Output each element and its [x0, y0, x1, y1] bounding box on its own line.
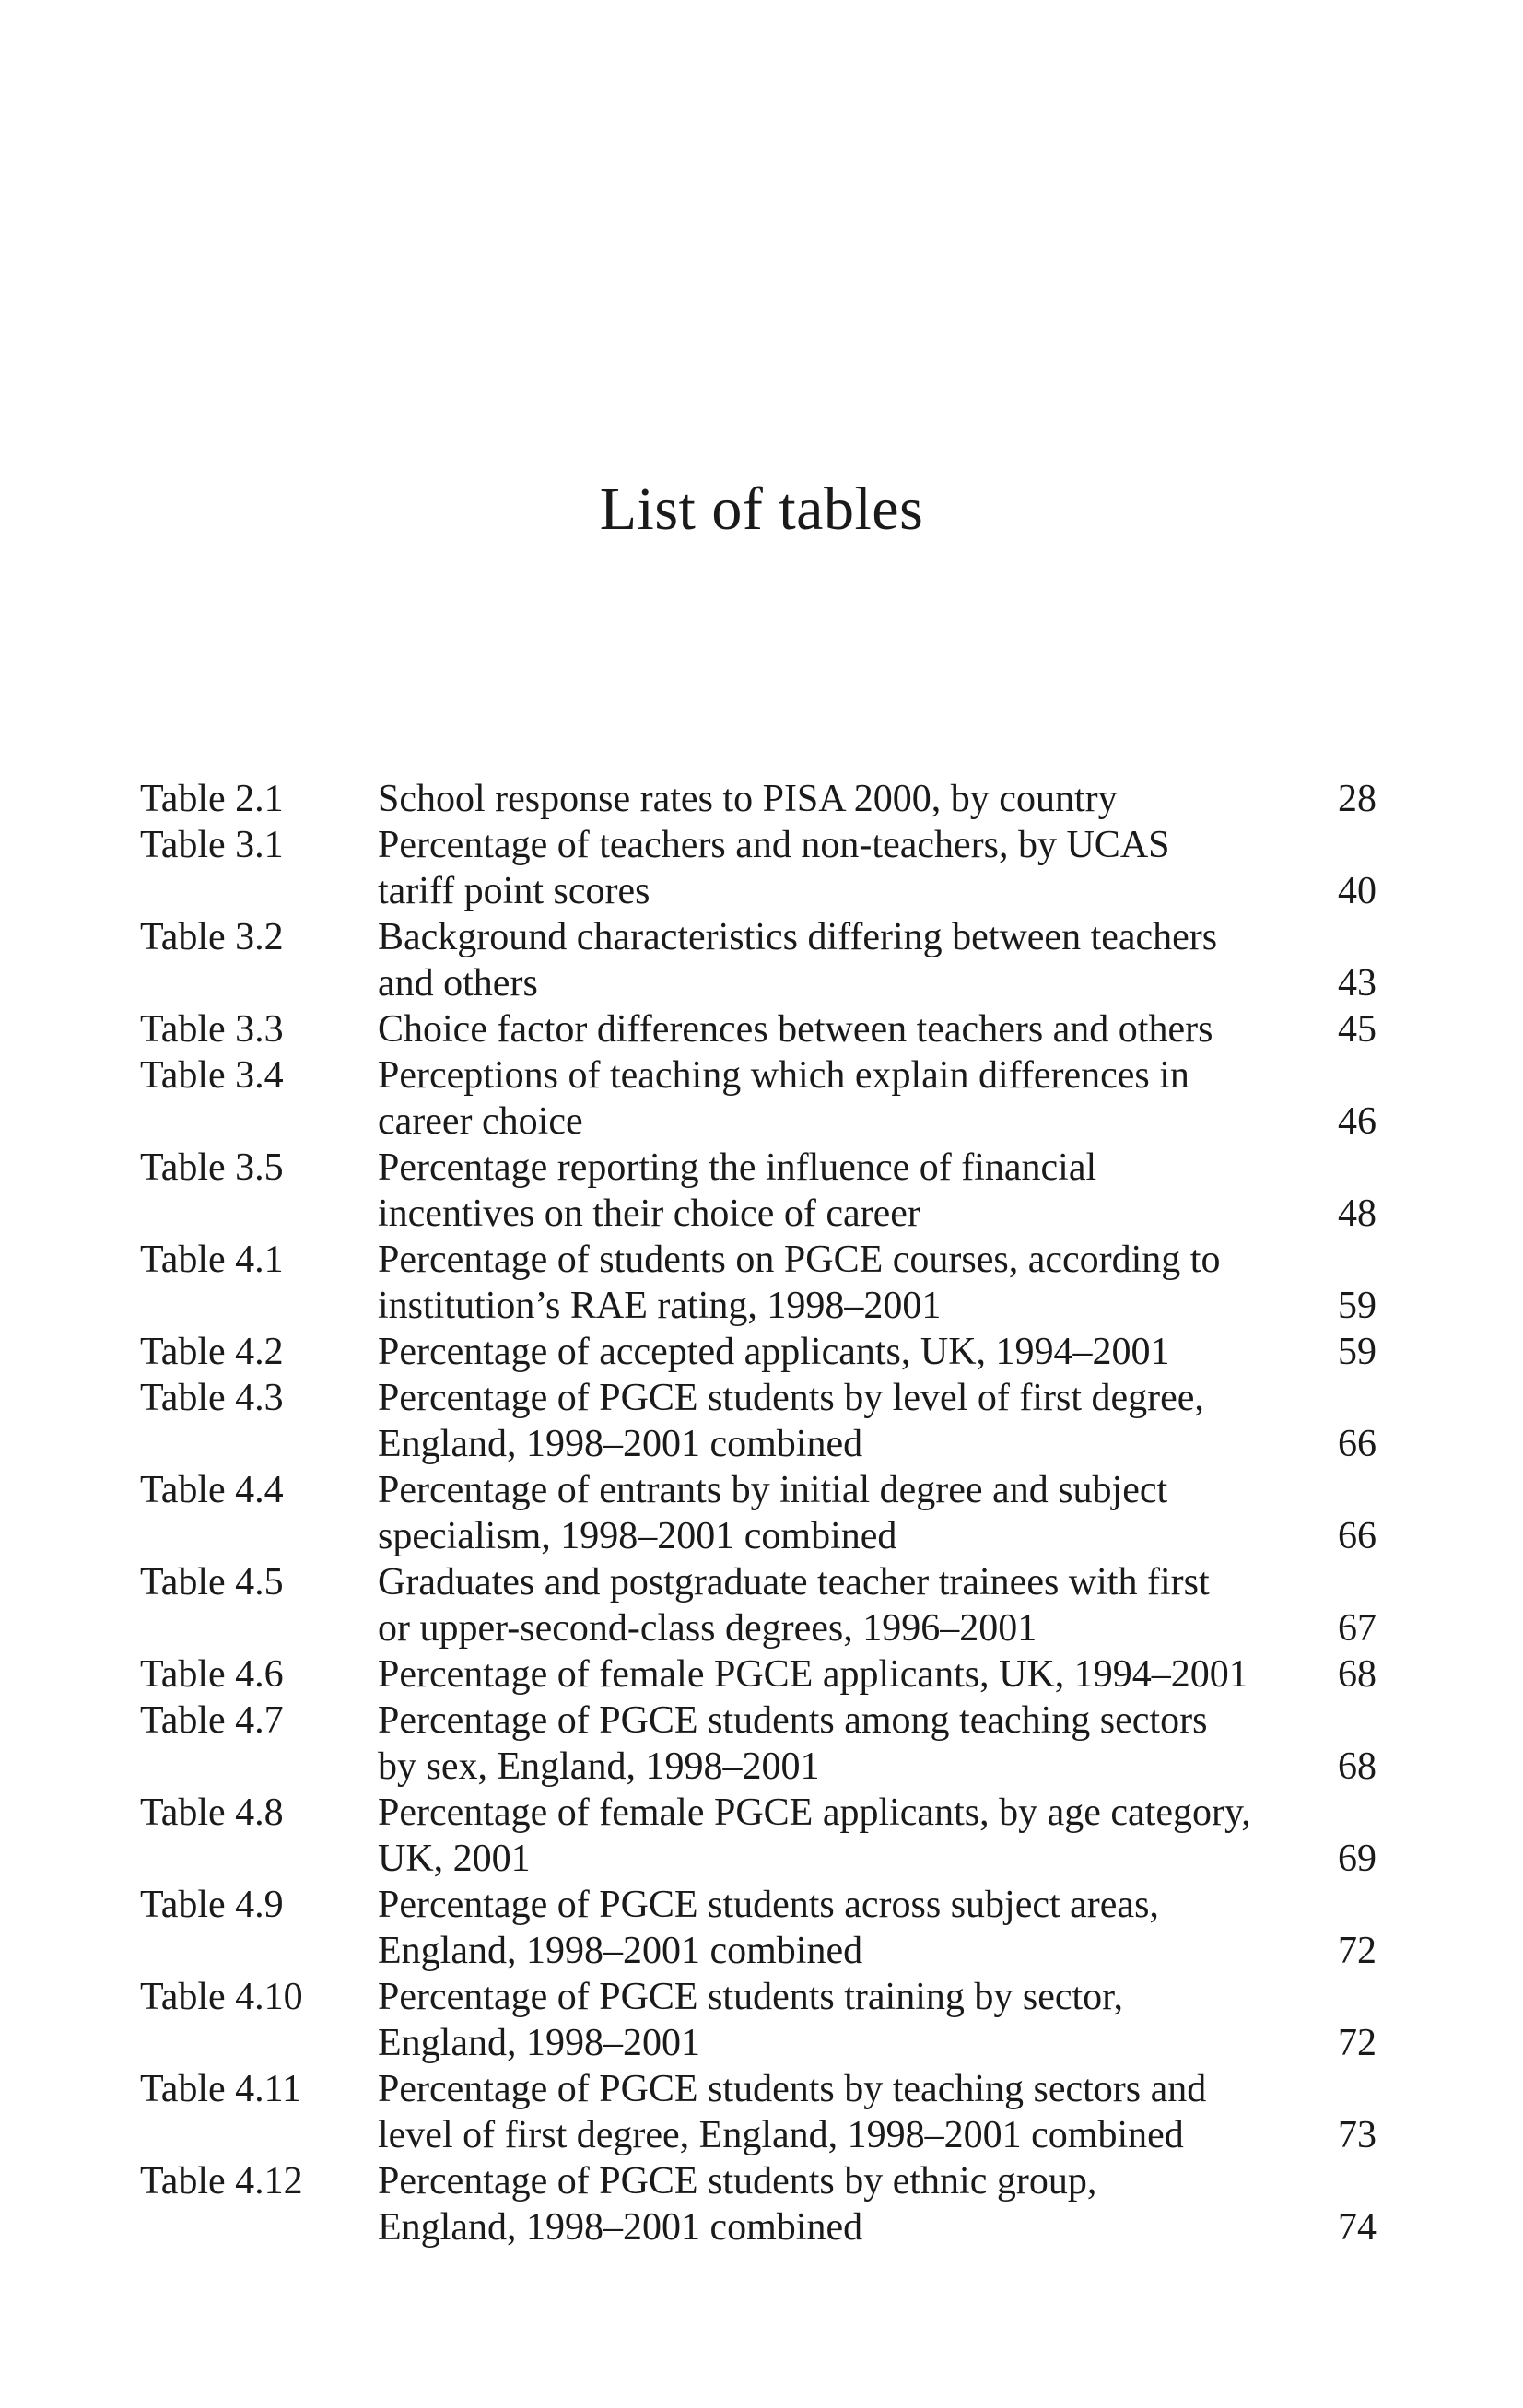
caption-line: Percentage of female PGCE applicants, by age category,: [378, 1791, 1251, 1834]
caption-line: specialism, 1998–2001 combined: [378, 1515, 897, 1557]
caption-line: and others: [378, 962, 538, 1004]
caption-line: Percentage of PGCE students by level of first degree,: [378, 1377, 1204, 1419]
page-number: 68: [1338, 1745, 1377, 1788]
caption-line: England, 1998–2001 combined: [378, 1423, 863, 1465]
caption-line: England, 1998–2001: [378, 2022, 700, 2064]
caption-line: level of first degree, England, 1998–2001 combined: [378, 2114, 1184, 2156]
table-entry: [140, 1790, 1377, 1882]
table-number: Table 4.9: [140, 1884, 284, 1926]
table-entry: [140, 1467, 1377, 1559]
page-number: 73: [1338, 2114, 1377, 2156]
table-caption: [378, 2158, 1271, 2250]
table-number: Table 4.3: [140, 1377, 284, 1419]
table-caption: [378, 1006, 1271, 1052]
table-number: Table 4.4: [140, 1469, 284, 1511]
caption-line: career choice: [378, 1100, 583, 1143]
caption-line: Percentage reporting the influence of financial: [378, 1146, 1097, 1189]
table-caption: [378, 1052, 1271, 1145]
caption-line: Percentage of PGCE students across subject areas,: [378, 1884, 1159, 1926]
table-entry: [140, 1882, 1377, 1974]
table-entry: [140, 2066, 1377, 2158]
table-caption: [378, 2066, 1271, 2158]
table-caption: [378, 1559, 1271, 1651]
caption-line: Perceptions of teaching which explain differences in: [378, 1054, 1189, 1097]
table-caption: [378, 1651, 1271, 1697]
page-title: List of tables: [599, 476, 924, 543]
caption-line: England, 1998–2001 combined: [378, 1930, 863, 1972]
table-entry: [140, 822, 1377, 914]
page-number: 66: [1338, 1515, 1377, 1557]
table-number: Table 2.1: [140, 778, 284, 820]
page-number: 67: [1338, 1607, 1377, 1650]
page-number: 59: [1338, 1285, 1377, 1327]
caption-line: Percentage of accepted applicants, UK, 1994–2001: [378, 1331, 1170, 1373]
caption-line: Graduates and postgraduate teacher trainees with first: [378, 1561, 1210, 1603]
caption-line: or upper-second-class degrees, 1996–2001: [378, 1607, 1037, 1650]
table-number: Table 4.5: [140, 1561, 284, 1603]
table-number: Table 3.5: [140, 1146, 284, 1189]
table-number: Table 4.10: [140, 1976, 303, 2018]
page-number: 28: [1338, 778, 1377, 820]
page-number: 68: [1338, 1653, 1377, 1696]
caption-line: Percentage of teachers and non-teachers, by UCAS: [378, 824, 1170, 866]
table-caption: [378, 1882, 1271, 1974]
page-number: 45: [1338, 1008, 1377, 1051]
table-entry: [140, 1974, 1377, 2066]
tables-list: [140, 776, 1377, 2250]
table-number: Table 3.3: [140, 1008, 284, 1051]
table-caption: [378, 822, 1271, 914]
table-entry: [140, 914, 1377, 1006]
table-entry: [140, 1329, 1377, 1375]
table-entry: [140, 776, 1377, 822]
caption-line: tariff point scores: [378, 870, 650, 912]
table-number: Table 4.1: [140, 1239, 284, 1281]
page-number: 40: [1338, 870, 1377, 912]
table-caption: [378, 1697, 1271, 1790]
caption-line: Percentage of students on PGCE courses, according to: [378, 1239, 1221, 1281]
page-number: 72: [1338, 2022, 1377, 2064]
caption-line: Percentage of PGCE students training by sector,: [378, 1976, 1123, 2018]
table-entry: [140, 1145, 1377, 1237]
table-entry: [140, 1559, 1377, 1651]
page-number: 46: [1338, 1100, 1377, 1143]
caption-line: incentives on their choice of career: [378, 1192, 920, 1235]
caption-line: Choice factor differences between teachers and others: [378, 1008, 1213, 1051]
table-caption: [378, 1237, 1271, 1329]
table-entry: [140, 2158, 1377, 2250]
caption-line: by sex, England, 1998–2001: [378, 1745, 820, 1788]
caption-line: Percentage of PGCE students by teaching sectors and: [378, 2068, 1207, 2110]
page-number: 59: [1338, 1331, 1377, 1373]
table-caption: [378, 1375, 1271, 1467]
page-number: 66: [1338, 1423, 1377, 1465]
table-entry: [140, 1237, 1377, 1329]
caption-line: England, 1998–2001 combined: [378, 2206, 863, 2249]
table-caption: [378, 914, 1271, 1006]
caption-line: School response rates to PISA 2000, by country: [378, 778, 1118, 820]
page-number: 74: [1338, 2206, 1377, 2249]
table-caption: [378, 1145, 1271, 1237]
table-caption: [378, 1974, 1271, 2066]
page-number: 69: [1338, 1838, 1377, 1880]
caption-line: Percentage of PGCE students by ethnic group,: [378, 2160, 1097, 2202]
table-number: Table 4.2: [140, 1331, 284, 1373]
table-caption: [378, 1467, 1271, 1559]
table-entry: [140, 1697, 1377, 1790]
table-number: Table 4.7: [140, 1699, 284, 1742]
table-entry: [140, 1375, 1377, 1467]
table-number: Table 4.11: [140, 2068, 302, 2110]
table-entry: [140, 1052, 1377, 1145]
table-caption: [378, 1329, 1271, 1375]
table-number: Table 3.2: [140, 916, 284, 958]
caption-line: Percentage of female PGCE applicants, UK, 1994–2001: [378, 1653, 1248, 1696]
table-number: Table 4.12: [140, 2160, 303, 2202]
table-entry: [140, 1006, 1377, 1052]
table-number: Table 3.1: [140, 824, 284, 866]
caption-line: Background characteristics differing between teachers: [378, 916, 1218, 958]
table-number: Table 4.6: [140, 1653, 284, 1696]
page-number: 48: [1338, 1192, 1377, 1235]
table-number: Table 4.8: [140, 1791, 284, 1834]
caption-line: institution’s RAE rating, 1998–2001: [378, 1285, 942, 1327]
page-number: 72: [1338, 1930, 1377, 1972]
table-caption: [378, 1790, 1271, 1882]
table-number: Table 3.4: [140, 1054, 284, 1097]
caption-line: Percentage of entrants by initial degree and subject: [378, 1469, 1168, 1511]
table-caption: [378, 776, 1271, 822]
page-number: 43: [1338, 962, 1377, 1004]
caption-line: UK, 2001: [378, 1838, 531, 1880]
caption-line: Percentage of PGCE students among teaching sectors: [378, 1699, 1208, 1742]
table-entry: [140, 1651, 1377, 1697]
